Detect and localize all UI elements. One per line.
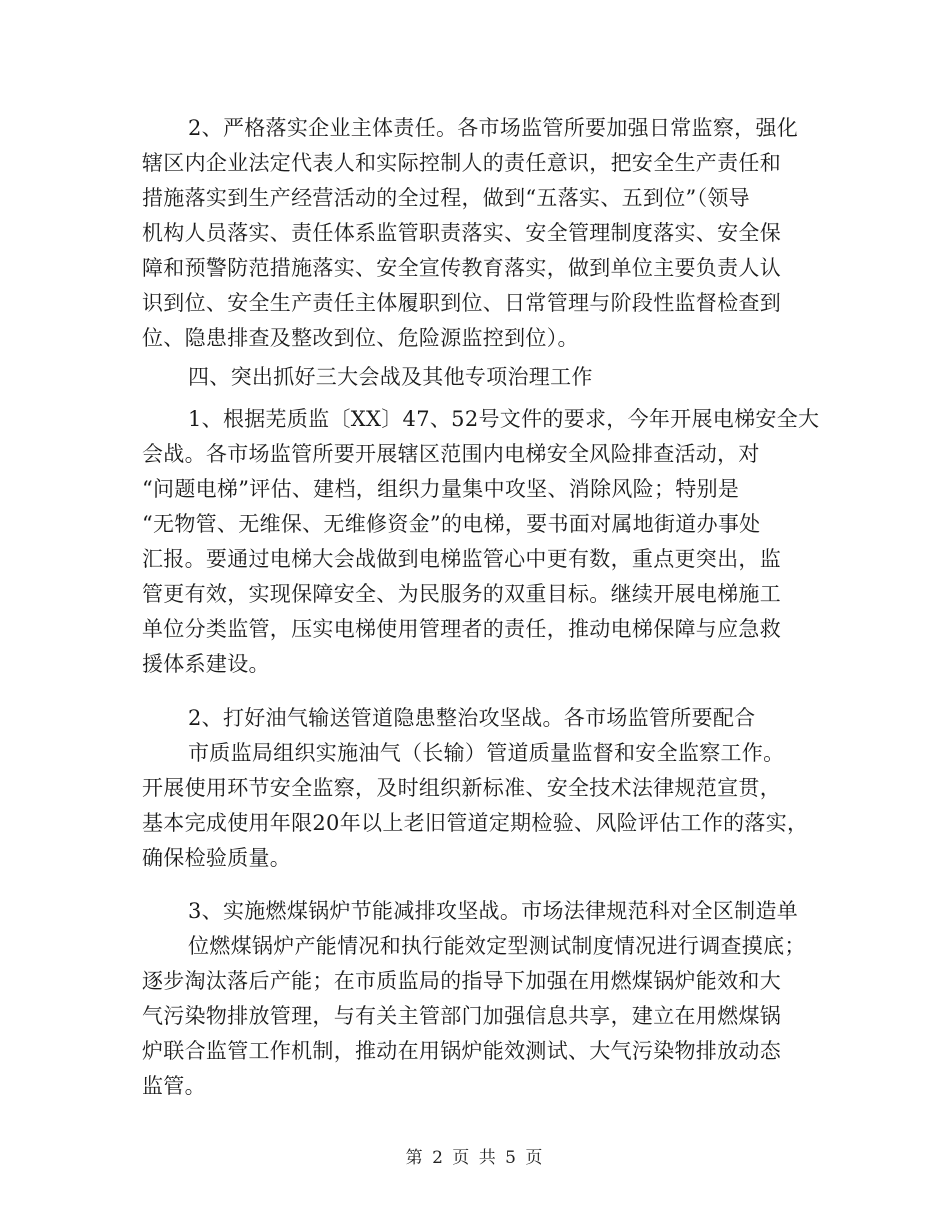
body-line-9: 1、根据芜质监〔XX〕47、52号文件的要求，今年开展电梯安全大 — [188, 407, 820, 431]
body-line-17: 2、打好油气输送管道隐患整治攻坚战。各市场监管所要配合 — [188, 706, 756, 730]
page-number-footer: 第 2 页 共 5 页 — [405, 1148, 545, 1168]
body-line-5: 障和预警防范措施落实、安全宣传教育落实，做到单位主要负责人认 — [142, 256, 781, 280]
body-line-4: 机构人员落实、责任体系监管职责落实、安全管理制度落实、安全保 — [142, 221, 781, 245]
body-line-10: 会战。各市场监管所要开展辖区范围内电梯安全风险排查活动，对 — [142, 442, 760, 466]
body-line-18: 市质监局组织实施油气（长输）管道质量监督和安全监察工作。 — [188, 741, 785, 765]
body-line-24: 逐步淘汰落后产能；在市质监局的指导下加强在用燃煤锅炉能效和大 — [142, 969, 781, 993]
body-line-2: 辖区内企业法定代表人和实际控制人的责任意识，把安全生产责任和 — [142, 151, 781, 175]
body-line-7: 位、隐患排查及整改到位、危险源监控到位）。 — [142, 326, 579, 350]
body-line-25: 气污染物排放管理，与有关主管部门加强信息共享，建立在用燃煤锅 — [142, 1004, 781, 1028]
body-line-20: 基本完成使用年限20年以上老旧管道定期检验、风险评估工作的落实， — [142, 811, 809, 835]
body-line-6: 识到位、安全生产责任主体履职到位、日常管理与阶段性监督检查到 — [142, 291, 781, 315]
body-line-12: “无物管、无维保、无维修资金”的电梯，要书面对属地街道办事处 — [142, 512, 761, 536]
body-line-15: 单位分类监管，压实电梯使用管理者的责任，推动电梯保障与应急救 — [142, 617, 781, 641]
body-line-1: 2、严格落实企业主体责任。各市场监管所要加强日常监察，强化 — [188, 116, 799, 140]
body-line-27: 监管。 — [142, 1074, 206, 1098]
section-heading: 四、突出抓好三大会战及其他专项治理工作 — [188, 365, 593, 389]
body-line-13: 汇报。要通过电梯大会战做到电梯监管心中更有数，重点更突出，监 — [142, 547, 781, 571]
body-line-19: 开展使用环节安全监察，及时组织新标准、安全技术法律规范宣贯， — [142, 776, 781, 800]
body-line-22: 3、实施燃煤锅炉节能减排攻坚战。市场法律规范科对全区制造单 — [188, 899, 799, 923]
body-line-11: “问题电梯”评估、建档，组织力量集中攻坚、消除风险；特别是 — [142, 477, 740, 501]
body-line-16: 援体系建设。 — [142, 652, 270, 676]
body-line-14: 管更有效，实现保障安全、为民服务的双重目标。继续开展电梯施工 — [142, 582, 781, 606]
body-line-21: 确保检验质量。 — [142, 846, 292, 870]
body-line-26: 炉联合监管工作机制，推动在用锅炉能效测试、大气污染物排放动态 — [142, 1039, 781, 1063]
body-line-23: 位燃煤锅炉产能情况和执行能效定型测试制度情况进行调查摸底； — [188, 934, 806, 958]
body-line-3: 措施落实到生产经营活动的全过程，做到“五落实、五到位”（领导 — [142, 186, 750, 210]
